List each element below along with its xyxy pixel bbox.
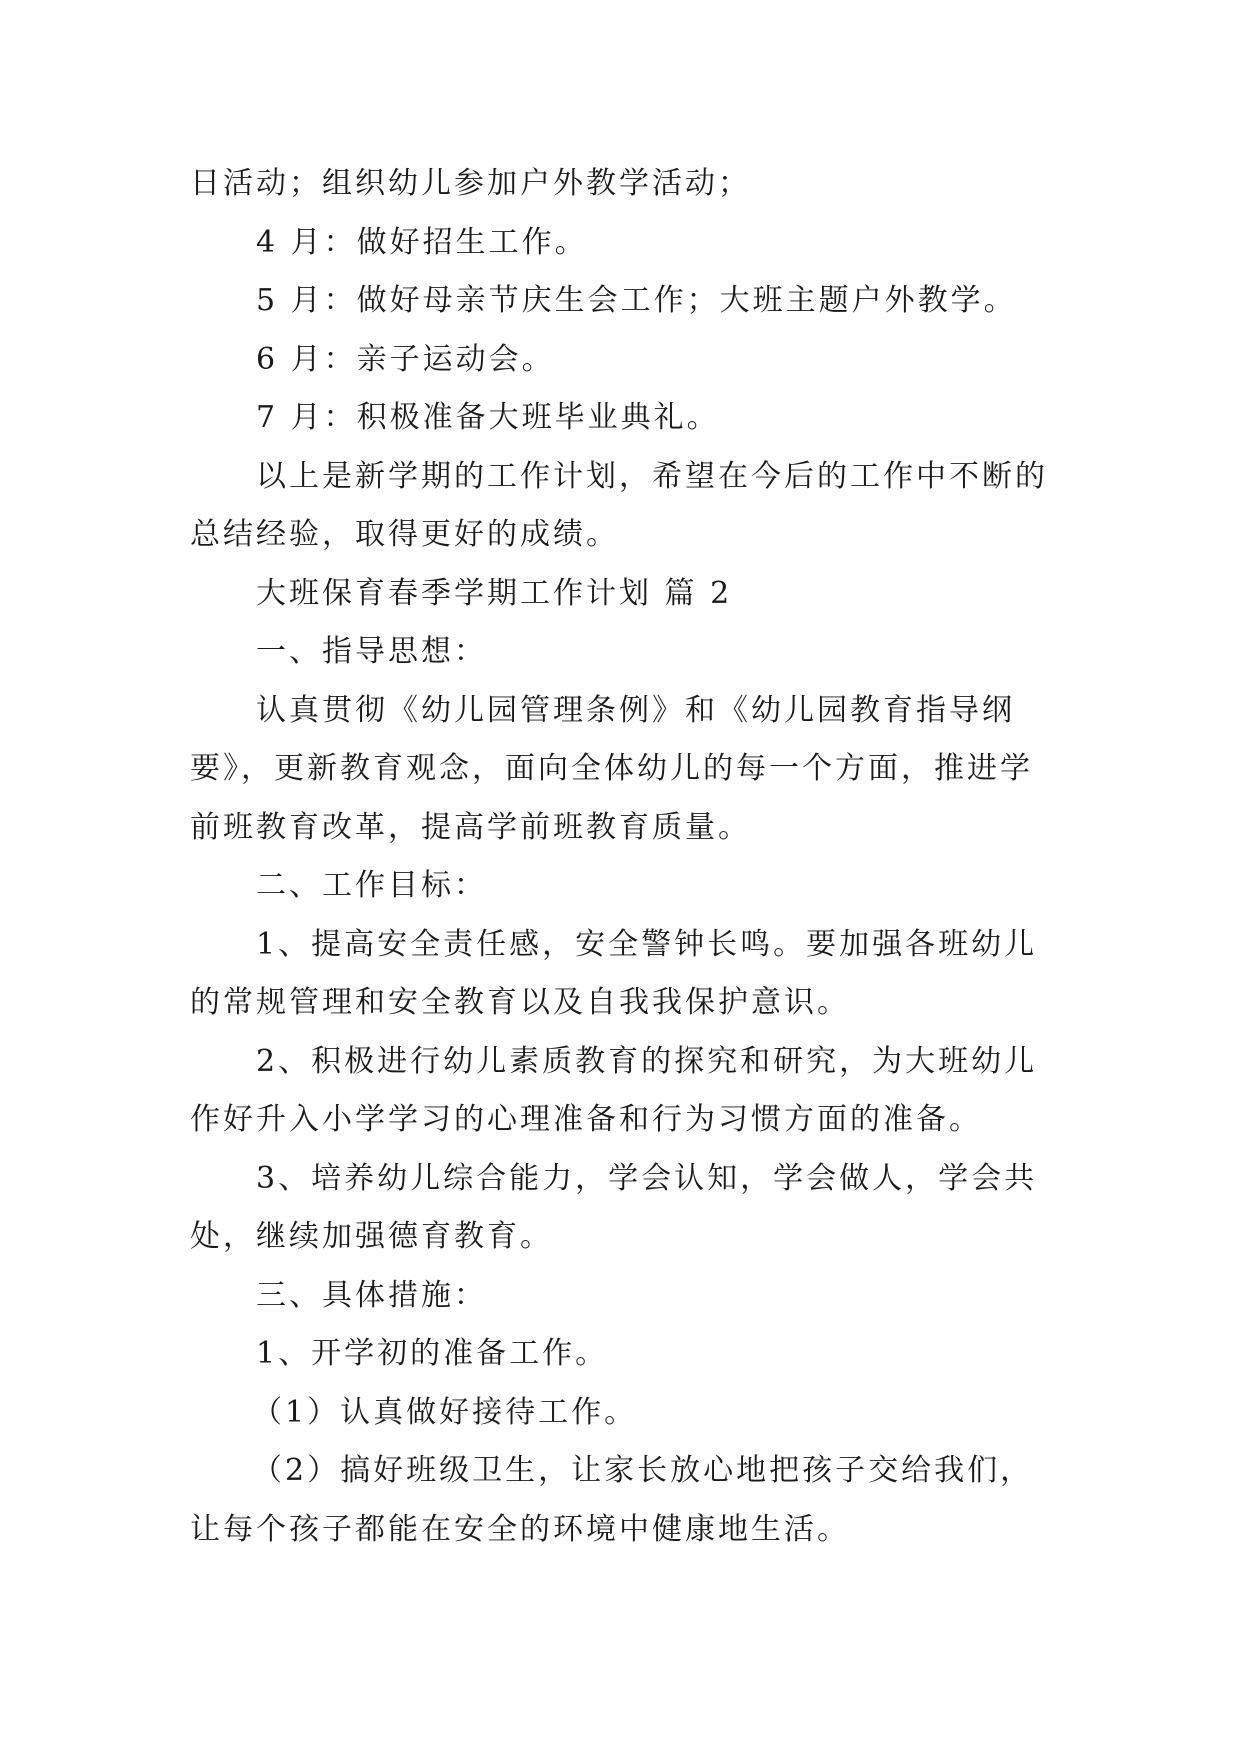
text-line: 2、积极进行幼儿素质教育的探究和研究，为大班幼儿 xyxy=(256,1043,1038,1079)
section-heading: 三、具体措施： xyxy=(256,1277,487,1313)
text-line: 1、开学初的准备工作。 xyxy=(256,1336,609,1371)
text-line: 6 月：亲子运动会。 xyxy=(256,341,555,377)
text-line: 让每个孩子都能在安全的环境中健康地生活。 xyxy=(190,1511,850,1547)
document-body xyxy=(190,155,1052,1559)
section-title: 大班保育春季学期工作计划 篇 2 xyxy=(256,575,733,611)
text-line: （2）搞好班级卫生，让家长放心地把孩子交给我们， xyxy=(252,1453,1034,1488)
text-line: 1、提高安全责任感，安全警钟长鸣。要加强各班幼儿 xyxy=(256,926,1038,962)
text-line: 的常规管理和安全教育以及自我我保护意识。 xyxy=(190,985,850,1020)
text-line: 处，继续加强德育教育。 xyxy=(190,1219,553,1254)
section-heading: 一、指导思想： xyxy=(256,634,487,669)
text-line: 前班教育改革，提高学前班教育质量。 xyxy=(190,809,751,845)
text-line: 7 月：积极准备大班毕业典礼。 xyxy=(256,400,720,435)
text-line: 认真贯彻《幼儿园管理条例》和《幼儿园教育指导纲 xyxy=(256,692,1015,728)
section-heading: 二、工作目标： xyxy=(256,868,487,903)
text-line: 4 月：做好招生工作。 xyxy=(256,224,588,260)
text-line: 日活动；组织幼儿参加户外教学活动； xyxy=(190,166,751,201)
text-line: 以上是新学期的工作计划，希望在今后的工作中不断的 xyxy=(256,458,1048,494)
text-line: 5 月：做好母亲节庆生会工作；大班主题户外教学。 xyxy=(256,283,1017,318)
text-line: 总结经验，取得更好的成绩。 xyxy=(190,517,619,552)
text-line: 要》，更新教育观念，面向全体幼儿的每一个方面，推进学 xyxy=(190,751,1033,786)
text-line: 作好升入小学学习的心理准备和行为习惯方面的准备。 xyxy=(190,1102,982,1137)
text-line: （1）认真做好接待工作。 xyxy=(252,1394,638,1430)
text-line: 3、培养幼儿综合能力，学会认知，学会做人，学会共 xyxy=(256,1160,1038,1196)
